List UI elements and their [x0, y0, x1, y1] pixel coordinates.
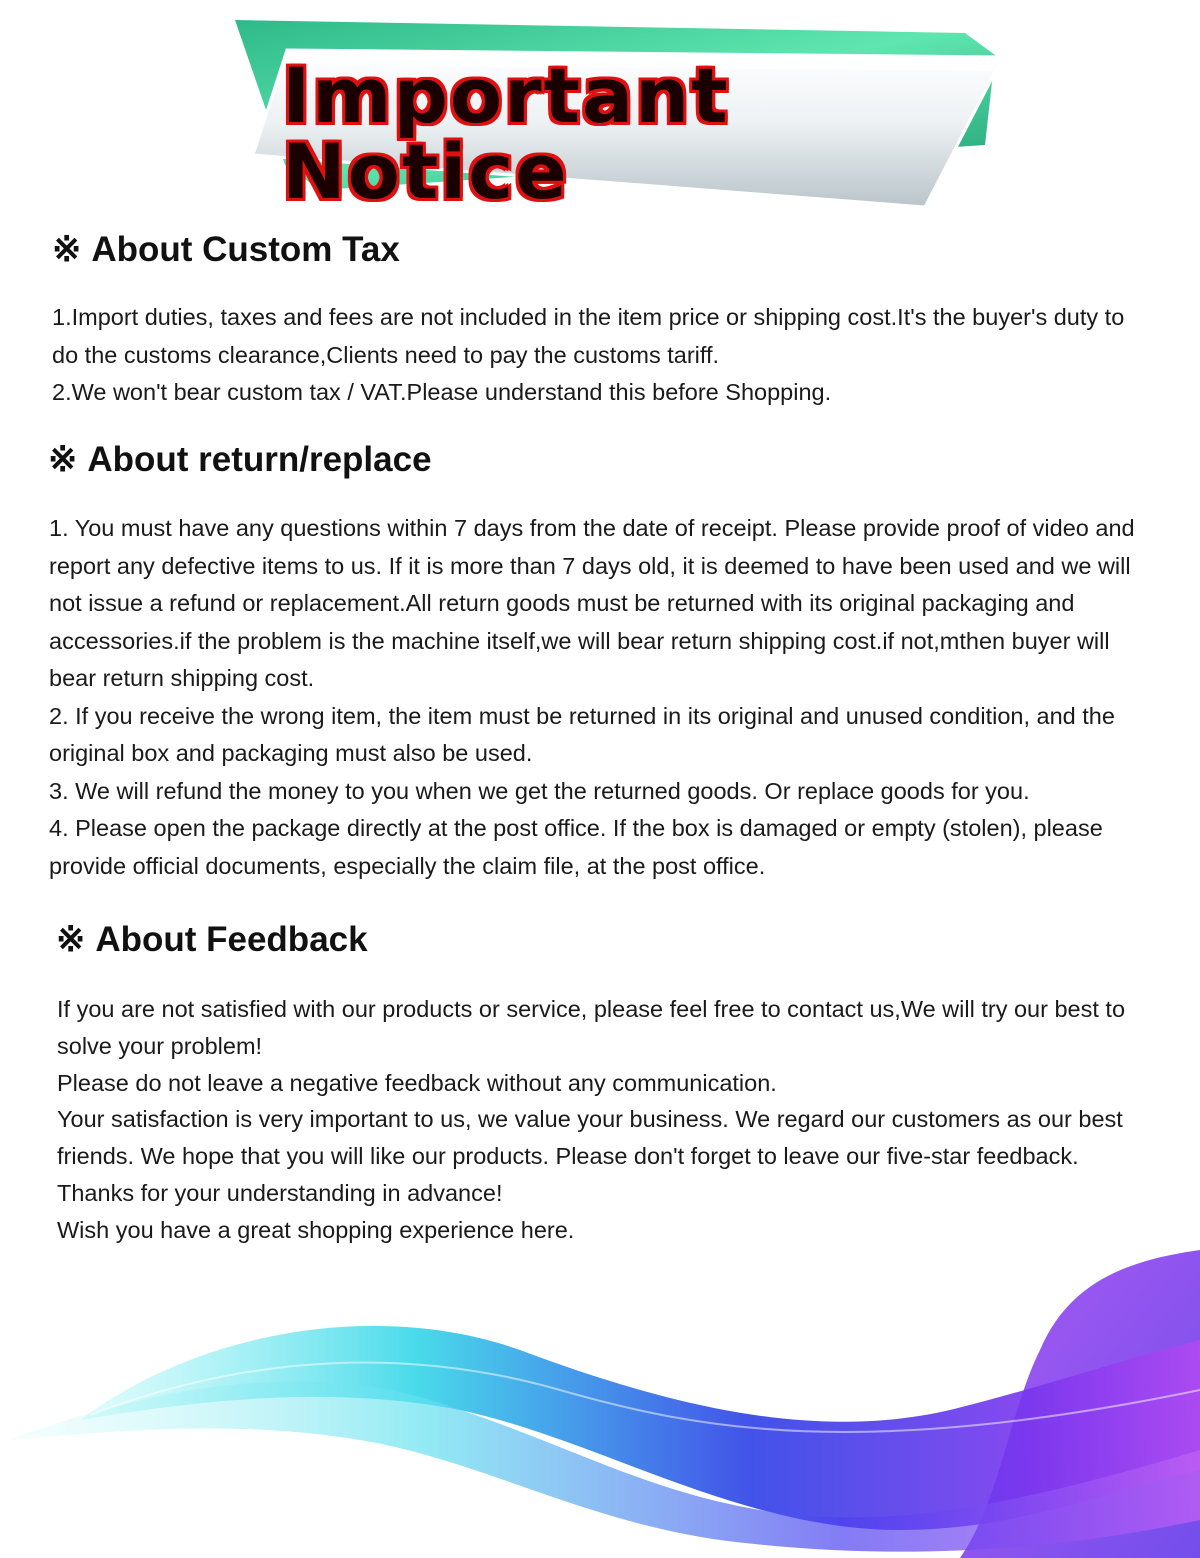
section-custom-tax — [0, 232, 1200, 412]
paragraph: If you are not satisfied with our products or service, please feel free to contact us,We will try our best to solve your problem! — [57, 996, 1126, 1059]
paragraph: Please do not leave a negative feedback without any communication. — [57, 1069, 777, 1096]
banner-title: Important Notice — [282, 51, 730, 216]
section-body — [52, 299, 1152, 412]
paragraph: Wish you have a great shopping experience here. — [57, 1216, 575, 1243]
paragraph: 1.Import duties, taxes and fees are not included in the item price or shipping cost.It's the buyer's duty to do the customs clearance,Clients need to pay the customs tariff. — [52, 304, 1125, 368]
paragraph: Thanks for your understanding in advance! — [57, 1179, 503, 1206]
reference-mark-icon: ※ — [48, 440, 78, 479]
section-body — [57, 991, 1137, 1249]
heading-text: About Feedback — [95, 920, 368, 959]
paragraph: 1. You must have any questions within 7 days from the date of receipt. Please provide proof of video and report any defective items to us. If it is more than 7 days old, it is deemed to have been used and we will not issue a refund or replacement.All return goods must be returned with its original packaging and accessories.if the problem is the machine itself,we will bear return shipping cost.if not,mthen buyer will bear return shipping cost. — [49, 515, 1135, 691]
reference-mark-icon: ※ — [56, 920, 86, 959]
section-heading — [48, 442, 1200, 477]
heading-text: About return/replace — [87, 440, 432, 479]
section-heading — [56, 922, 1200, 957]
section-body — [49, 510, 1159, 885]
paragraph: 2. If you receive the wrong item, the item must be returned in its original and unused condition, and the original box and packaging must also be used. — [49, 702, 1115, 766]
heading-text: About Custom Tax — [91, 230, 400, 269]
paragraph: 4. Please open the package directly at the post office. If the box is damaged or empty (stolen), please provide official documents, especially the claim file, at the post office. — [49, 815, 1103, 879]
paragraph: 2.We won't bear custom tax / VAT.Please understand this before Shopping. — [52, 379, 832, 405]
section-heading — [52, 232, 1200, 267]
reference-mark-icon: ※ — [52, 230, 82, 269]
section-feedback — [0, 922, 1200, 1249]
paragraph: Your satisfaction is very important to us, we value your business. We regard our customers as our best friends. We hope that you will like our products. Please don't forget to leave our five-star feedback. — [57, 1106, 1123, 1170]
decorative-wave — [0, 1240, 1200, 1558]
paragraph: 3. We will refund the money to you when we get the returned goods. Or replace goods for you. — [49, 777, 1030, 804]
section-return-replace — [0, 442, 1200, 885]
